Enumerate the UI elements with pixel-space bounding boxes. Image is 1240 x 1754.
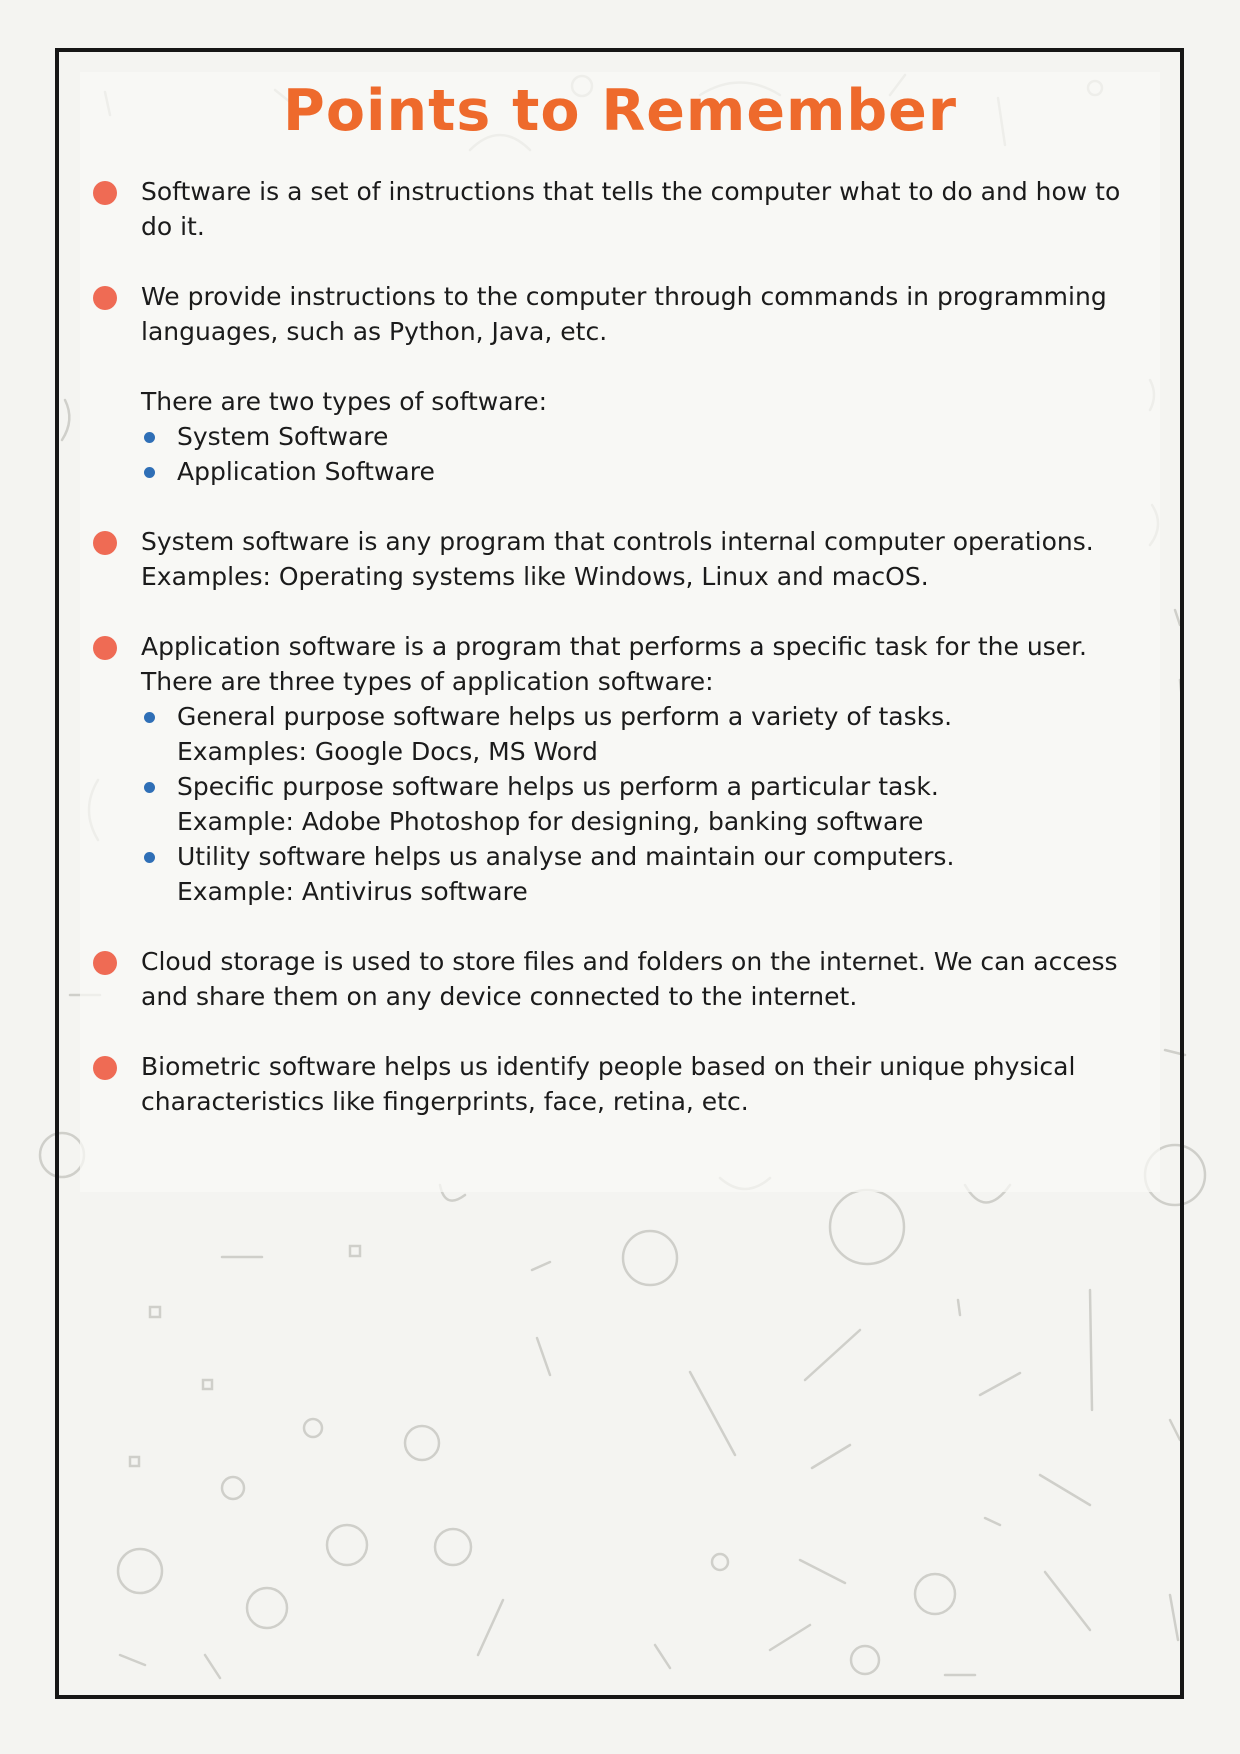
point-text: Application software is a program that performs a specific task for the user. There are three types of application software: <box>141 632 1088 696</box>
list-item-text: System Software <box>177 422 389 451</box>
list-item <box>141 454 1131 489</box>
list-item <box>141 699 1131 769</box>
page-title: Points to Remember <box>283 78 957 144</box>
sub-bullet-icon <box>144 782 155 793</box>
list-item <box>141 839 1131 909</box>
list-item-example: Example: Adobe Photoshop for designing, banking software <box>177 807 924 836</box>
list-item-text: Utility software helps us analyse and maintain our computers. <box>177 842 955 871</box>
sub-bullet-icon <box>144 432 155 443</box>
list-item-text: Specific purpose software helps us perform a particular task. <box>177 772 939 801</box>
list-item-example: Example: Antivirus software <box>177 877 528 906</box>
point-cloud-storage <box>141 944 1131 1014</box>
point-application-software <box>141 629 1131 909</box>
sub-bullet-icon <box>144 712 155 723</box>
point-software-definition <box>141 174 1131 244</box>
sub-bullet-icon <box>144 467 155 478</box>
point-bullet-icon <box>93 951 117 975</box>
point-text: Software is a set of instructions that tells the computer what to do and how to do it. <box>141 177 1121 241</box>
list-item-text: General purpose software helps us perform a variety of tasks. <box>177 702 953 731</box>
list-item <box>141 419 1131 454</box>
software-types-list <box>141 419 1131 489</box>
point-text: Biometric software helps us identify people based on their unique physical characteristics like fingerprints, face, retina, etc. <box>141 1052 1076 1116</box>
point-text: System software is any program that controls internal computer operations. Examples: Operating systems like Windows, Linux and macOS. <box>141 527 1094 591</box>
point-bullet-icon <box>93 181 117 205</box>
list-item <box>141 769 1131 839</box>
points-list <box>141 174 1131 1154</box>
point-biometric-software <box>141 1049 1131 1119</box>
list-item-example: Examples: Google Docs, MS Word <box>177 737 598 766</box>
point-text: We provide instructions to the computer through commands in programming languages, such as Python, Java, etc. <box>141 282 1107 346</box>
point-text: Cloud storage is used to store files and folders on the internet. We can access and share them on any device connected to the internet. <box>141 947 1118 1011</box>
point-bullet-icon <box>93 286 117 310</box>
point-bullet-icon <box>93 1056 117 1080</box>
sub-bullet-icon <box>144 852 155 863</box>
point-instructions <box>141 279 1131 489</box>
point-system-software <box>141 524 1131 594</box>
list-item-text: Application Software <box>177 457 435 486</box>
point-note: There are two types of software: <box>141 387 548 416</box>
point-bullet-icon <box>93 531 117 555</box>
application-types-list <box>141 699 1131 909</box>
point-bullet-icon <box>93 636 117 660</box>
